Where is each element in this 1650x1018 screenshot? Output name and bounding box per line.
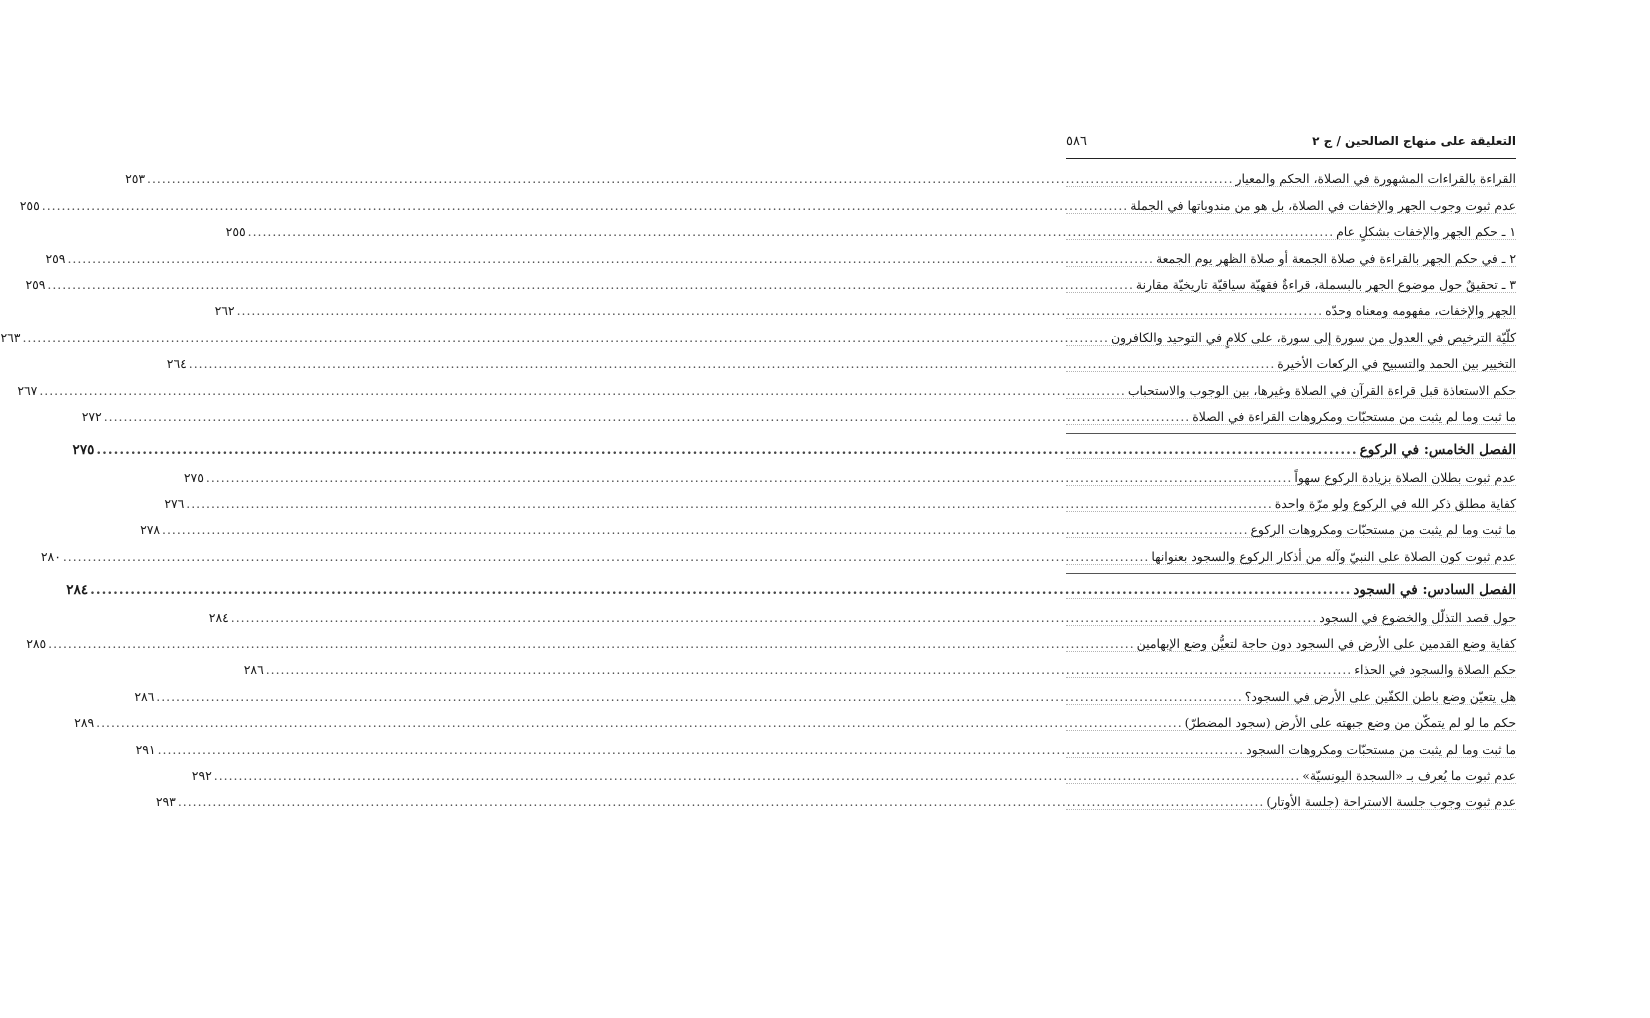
toc-entry-title: الجهر والإخفات، مفهومه ومعناه وحدّه <box>1325 303 1516 319</box>
toc-list <box>0 161 1516 810</box>
toc-entry <box>164 486 1516 512</box>
dot-leader <box>45 277 1136 292</box>
dot-leader <box>46 636 1137 651</box>
toc-entry-page: ٢٥٣ <box>125 171 146 187</box>
toc-entry-page: ٢٧٦ <box>164 496 185 512</box>
toc-entry-page: ٢٧٥ <box>183 469 204 485</box>
toc-entry <box>45 240 1516 266</box>
toc-entry-title: ٣ ـ تحقيقٌ حول موضوع الجهر بالبسملة، قراءةٌ فقهيّة سياقيّة تاريخيّة مقارنة <box>1135 276 1516 292</box>
dot-leader <box>187 356 1278 371</box>
toc-entry <box>225 214 1516 240</box>
dot-leader <box>65 251 1156 266</box>
toc-entry-page: ٢٥٥ <box>225 224 246 240</box>
toc-entry-title: عدم ثبوت وجوب الجهر والإخفات في الصلاة، بل هو من مندوباتها في الجملة <box>1130 197 1516 213</box>
toc-entry-page: ٢٩٣ <box>155 794 176 810</box>
page-number: ٥٨٦ <box>1066 134 1087 149</box>
toc-entry <box>17 372 1516 398</box>
dot-leader <box>229 610 1320 625</box>
toc-section-heading <box>72 433 1516 459</box>
toc-entry <box>243 652 1516 678</box>
toc-entry-page: ٢٧٨ <box>140 522 161 538</box>
toc-entry <box>74 705 1516 731</box>
dot-leader <box>145 171 1236 186</box>
dot-leader <box>154 689 1245 704</box>
toc-entry-title: عدم ثبوت ما يُعرف بـ «السجدة اليونسيّة» <box>1302 767 1516 783</box>
toc-entry-page: ٢٩٢ <box>191 767 212 783</box>
toc-entry-title: القراءة بالقراءات المشهورة في الصلاة، الحكم والمعيار <box>1235 171 1516 187</box>
toc-entry <box>40 538 1516 564</box>
toc-entry-page: ٢٥٩ <box>45 250 66 266</box>
toc-entry-title: الفصل السادس: في السجود <box>1353 582 1516 599</box>
toc-entry-title: حكم ما لو لم يتمكّن من وضع جبهته على الأرض (سجود المضطرّ) <box>1184 715 1516 731</box>
toc-entry-title: حكم الاستعاذة قبل قراءة القرآن في الصلاة وغيرها، بين الوجوب والاستحباب <box>1127 382 1516 398</box>
toc-entry-title: ما ثبت وما لم يثبت من مستحبّات ومكروهات الركوع <box>1250 522 1516 538</box>
dot-leader <box>235 303 1326 318</box>
page-header <box>1066 134 1516 159</box>
toc-entry-title: كلّيّة الترخيص في العدول من سورة إلى سورة، على كلامٍ في التوحيد والكافرون <box>1110 329 1516 345</box>
toc-entry <box>166 346 1516 372</box>
toc-entry-title: عدم ثبوت كون الصلاة على النبيّ وآله من أذكار الركوع والسجود بعنوانها <box>1151 548 1516 564</box>
toc-entry-title: ما ثبت وما لم يثبت من مستحبّات ومكروهات القراءة في الصلاة <box>1192 408 1516 424</box>
toc-entry <box>81 399 1516 425</box>
dot-leader <box>184 496 1275 511</box>
toc-entry-title: عدم ثبوت وجوب جلسة الاستراحة (جلسة الأوتار) <box>1266 794 1516 810</box>
toc-entry <box>26 626 1516 652</box>
dot-leader <box>176 794 1267 809</box>
toc-entry-page: ٢٨٦ <box>134 688 155 704</box>
toc-entry <box>155 784 1516 810</box>
toc-entry <box>19 187 1516 213</box>
toc-section-heading <box>66 573 1516 599</box>
toc-entry-title: ١ ـ حكم الجهر والإخفات بشكلٍ عام <box>1336 224 1516 240</box>
toc-entry-page: ٢٨٩ <box>74 715 95 731</box>
dot-leader <box>40 198 1131 213</box>
toc-entry <box>134 678 1516 704</box>
dot-leader <box>61 549 1152 564</box>
toc-entry-title: كفاية مطلق ذكر الله في الركوع ولو مرّة واحدة <box>1274 496 1516 512</box>
dot-leader <box>246 224 1337 239</box>
toc-entry-page: ٢٨٥ <box>26 636 47 652</box>
toc-entry <box>135 731 1516 757</box>
toc-entry-page: ٢٨٤ <box>208 609 229 625</box>
toc-entry <box>183 459 1516 485</box>
dot-leader <box>212 768 1303 783</box>
toc-entry-title: ٢ ـ في حكم الجهر بالقراءة في صلاة الجمعة أو صلاة الظهر يوم الجمعة <box>1155 250 1516 266</box>
toc-entry <box>191 758 1516 784</box>
dot-leader <box>156 742 1247 757</box>
toc-entry-page: ٢٧٢ <box>81 408 102 424</box>
toc-entry-page: ٢٧٥ <box>72 442 95 459</box>
dot-leader <box>102 409 1193 424</box>
toc-entry <box>0 319 1516 345</box>
dot-leader <box>160 522 1251 537</box>
running-title: التعليقة على منهاج الصالحين / ج ٢ <box>1312 134 1516 148</box>
toc-entry-title: عدم ثبوت بطلان الصلاة بزيادة الركوع سهواً <box>1294 469 1516 485</box>
toc-entry-page: ٢٥٥ <box>19 197 40 213</box>
toc-entry-title: التخيير بين الحمد والتسبيح في الركعات الأخيرة <box>1277 356 1516 372</box>
toc-entry <box>125 161 1516 187</box>
toc-entry-title: الفصل الخامس: في الركوع <box>1359 442 1516 459</box>
toc-entry-title: حول قصد التذلّل والخضوع في السجود <box>1319 609 1516 625</box>
dot-leader <box>94 715 1185 730</box>
toc-entry-page: ٢٦٧ <box>17 382 38 398</box>
dot-leader <box>94 442 1359 458</box>
toc-entry-page: ٢٨٦ <box>243 662 264 678</box>
toc-entry-page: ٢٩١ <box>135 741 156 757</box>
toc-entry-title: حكم الصلاة والسجود في الحذاء <box>1354 662 1516 678</box>
toc-entry-title: كفاية وضع القدمين على الأرض في السجود دون حاجة لتعيُّن وضع الإبهامين <box>1136 636 1516 652</box>
toc-entry-page: ٢٨٠ <box>40 548 61 564</box>
toc-page <box>0 134 1516 810</box>
toc-entry <box>25 267 1516 293</box>
dot-leader <box>204 470 1295 485</box>
toc-entry <box>140 512 1516 538</box>
toc-entry-page: ٢٦٢ <box>214 303 235 319</box>
toc-entry-title: هل يتعيّن وضع باطن الكفّين على الأرض في السجود؟ <box>1244 688 1516 704</box>
dot-leader <box>37 383 1128 398</box>
dot-leader <box>264 662 1355 677</box>
toc-entry-page: ٢٥٩ <box>25 276 46 292</box>
dot-leader <box>88 582 1353 598</box>
toc-entry-title: ما ثبت وما لم يثبت من مستحبّات ومكروهات السجود <box>1246 741 1516 757</box>
toc-entry <box>214 293 1516 319</box>
toc-entry-page: ٢٦٤ <box>166 356 187 372</box>
toc-entry-page: ٢٦٣ <box>0 329 21 345</box>
toc-entry <box>208 599 1516 625</box>
dot-leader <box>20 330 1111 345</box>
toc-entry-page: ٢٨٤ <box>66 582 89 599</box>
